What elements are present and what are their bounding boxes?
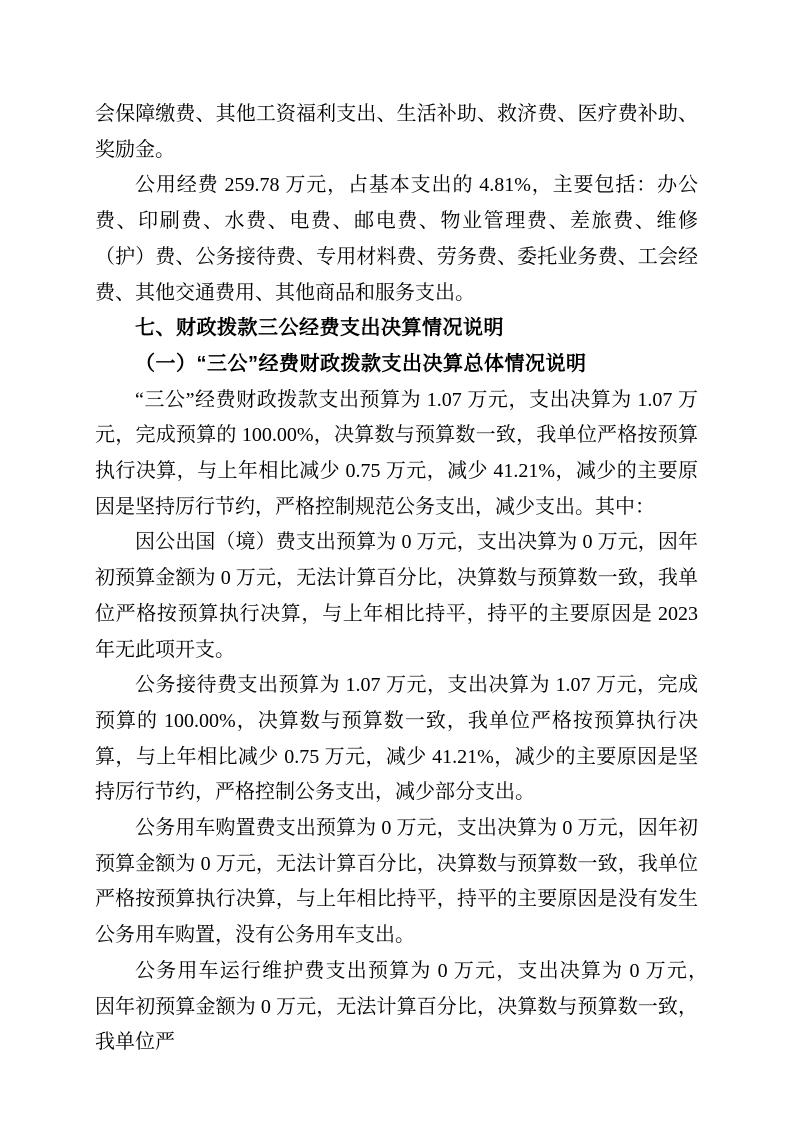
paragraph: 会保障缴费、其他工资福利支出、生活补助、救济费、医疗费补助、奖励金。 [95,103,698,161]
section-heading: 七、财政拨款三公经费支出决算情况说明 [135,317,504,340]
paragraph: 公务用车运行维护费支出预算为 0 万元，支出决算为 0 万元， 因年初预算金额为 0 万元，无法计算百分比，决算数与预算数一致，我单位严 [95,959,723,1054]
paragraph: “三公”经费财政拨款支出预算为 1.07 万元，支出决算为 1.07 万元，完成预算的 100.00%，决算数与预算数一致，我单位严格按预算执行决算，与上年相比减少 0.75 万元，减少 41.21%，减少的主要原因是坚持厉行节约，严格控制规范公务支出，减少支出。其中： [95,388,698,518]
document-body [95,97,723,1061]
paragraph: 公务用车购置费支出预算为 0 万元，支出决算为 0 万元，因年初预算金额为 0 万元，无法计算百分比，决算数与预算数一致，我单位严格按预算执行决算，与上年相比持平，持平的主要原因是没有发生公务用车购置，没有公务用车支出。 [95,817,698,947]
section-heading: （一）“三公”经费财政拨款支出决算总体情况说明 [135,352,587,375]
paragraph: 公用经费 259.78 万元，占基本支出的 4.81%，主要包括：办公费、印刷费、水费、电费、邮电费、物业管理费、差旅费、维修（护）费、公务接待费、专用材料费、劳务费、委托业务费、工会经费、其他交通费用、其他商品和服务支出。 [95,174,698,304]
paragraph: 公务接待费支出预算为 1.07 万元，支出决算为 1.07 万元，完成预算的 100.00%，决算数与预算数一致，我单位严格按预算执行决算，与上年相比减少 0.75 万元，减少 41.21%，减少的主要原因是坚持厉行节约，严格控制公务支出，减少部分支出。 [95,674,698,804]
paragraph: 因公出国（境）费支出预算为 0 万元，支出决算为 0 万元，因年初预算金额为 0 万元，无法计算百分比，决算数与预算数一致，我单位严格按预算执行决算，与上年相比持平，持平的主要原因是 2023 年无此项开支。 [95,531,698,661]
